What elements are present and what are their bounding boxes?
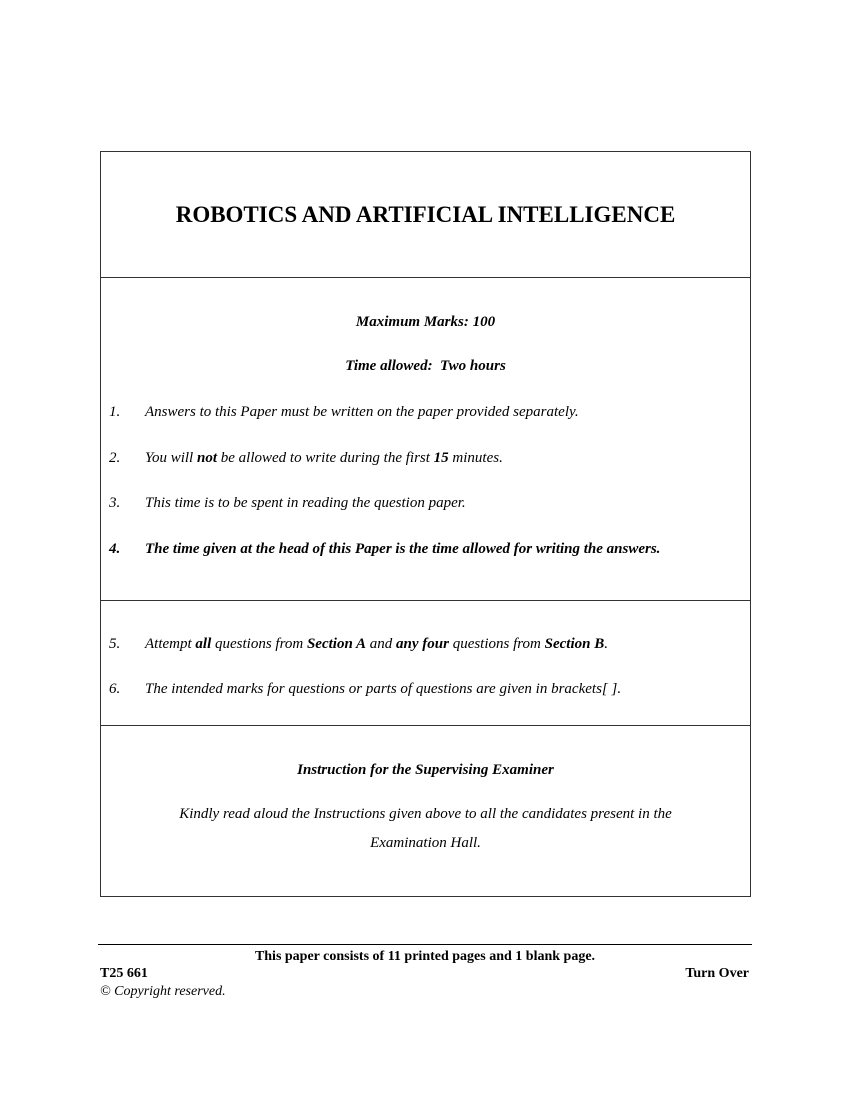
- item-text-bold: Section A: [306, 636, 366, 652]
- item-text: The time given at the head of this Paper is the time allowed for writing the answers.: [145, 541, 661, 557]
- paper-title: ROBOTICS AND ARTIFICIAL INTELLIGENCE: [175, 202, 676, 227]
- instruction-4: [109, 541, 740, 558]
- item-text: minutes.: [448, 450, 503, 466]
- supervisor-section: [101, 726, 750, 896]
- item-number: 5.: [109, 636, 121, 652]
- instruction-6: [109, 681, 740, 698]
- item-text-bold: not: [196, 450, 217, 466]
- instruction-2: [109, 450, 740, 467]
- item-text: .: [604, 636, 608, 652]
- item-text: You will: [145, 450, 197, 466]
- copyright: © Copyright reserved.: [100, 984, 226, 999]
- item-text: Answers to this Paper must be written on the paper provided separately.: [145, 404, 579, 420]
- item-number: 6.: [109, 681, 121, 697]
- item-text: Attempt: [145, 636, 196, 652]
- maximum-marks: Maximum Marks: 100: [355, 314, 496, 330]
- section-instructions: [101, 601, 750, 726]
- turn-over: Turn Over: [685, 966, 749, 981]
- item-number: 4.: [109, 541, 121, 557]
- supervisor-heading: Instruction for the Supervising Examiner: [297, 762, 554, 778]
- page-count-note: This paper consists of 11 printed pages and 1 blank page.: [254, 949, 596, 964]
- item-text-bold: 15: [433, 450, 449, 466]
- cover-box: [100, 151, 751, 897]
- item-number: 2.: [109, 450, 121, 466]
- time-allowed: Time allowed: Two hours: [345, 358, 506, 374]
- item-text: be allowed to write during the first: [217, 450, 434, 466]
- supervisor-text: Kindly read aloud the Instructions given above to all the candidates present in the Examination Hall.: [179, 806, 672, 851]
- item-text-bold: Section B: [544, 636, 605, 652]
- item-text: questions from: [211, 636, 307, 652]
- paper-code: T25 661: [100, 966, 148, 981]
- item-text: This time is to be spent in reading the question paper.: [145, 495, 466, 511]
- item-text: questions from: [448, 636, 545, 652]
- item-text-bold: all: [195, 636, 212, 652]
- general-instructions-section: [101, 278, 750, 601]
- item-number: 3.: [109, 495, 121, 511]
- instruction-3: [109, 495, 740, 512]
- title-section: [101, 152, 750, 278]
- instruction-1: [109, 404, 740, 421]
- item-text: The intended marks for questions or parts of questions are given in brackets[ ].: [145, 681, 622, 697]
- item-text: and: [366, 636, 396, 652]
- item-text-bold: any four: [396, 636, 449, 652]
- instruction-5: [109, 636, 740, 653]
- item-number: 1.: [109, 404, 121, 420]
- footer-divider: [98, 944, 752, 945]
